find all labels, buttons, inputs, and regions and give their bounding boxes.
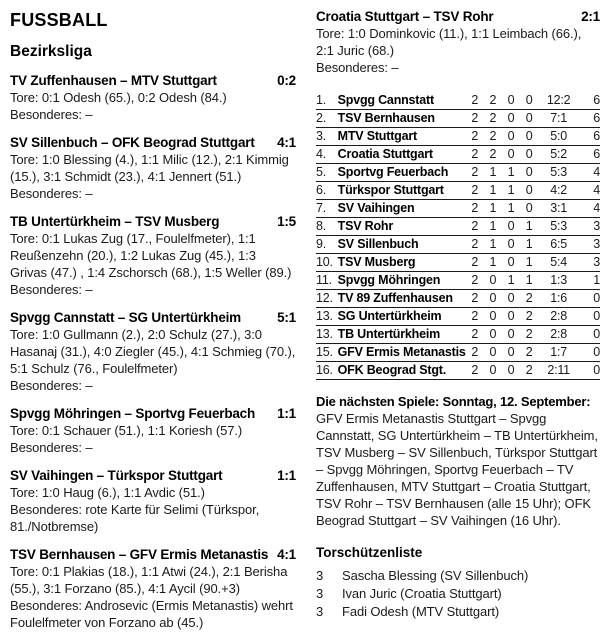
lost-cell: 2 xyxy=(520,308,538,326)
points-cell: 0 xyxy=(579,308,600,326)
rank-cell: 5. xyxy=(316,164,338,182)
match-header xyxy=(10,405,296,422)
match-report xyxy=(10,72,296,123)
match-notes: Besonderes: – xyxy=(10,282,93,297)
rank-cell: 1. xyxy=(316,92,338,110)
match-report xyxy=(10,213,296,298)
drawn-cell: 0 xyxy=(502,236,520,254)
section-title: FUSSBALL xyxy=(10,10,108,30)
points-cell: 0 xyxy=(579,290,600,308)
played-cell: 2 xyxy=(466,308,484,326)
lost-cell: 1 xyxy=(520,254,538,272)
goals-cell: 5:3 xyxy=(538,164,579,182)
lost-cell: 2 xyxy=(520,362,538,380)
match-teams: Croatia Stuttgart – TSV Rohr xyxy=(316,9,494,24)
played-cell: 2 xyxy=(466,146,484,164)
points-cell: 1 xyxy=(579,272,600,290)
match-notes: Besonderes: – xyxy=(10,107,93,122)
lost-cell: 0 xyxy=(520,182,538,200)
table-row xyxy=(316,344,600,362)
match-score: 4:1 xyxy=(277,547,296,562)
lost-cell: 0 xyxy=(520,146,538,164)
match-teams: SV Sillenbuch – OFK Beograd Stuttgart xyxy=(10,135,255,150)
match-header xyxy=(10,72,296,89)
scorer-row xyxy=(316,567,600,585)
match-report xyxy=(10,309,296,394)
points-cell: 6 xyxy=(579,92,600,110)
won-cell: 2 xyxy=(484,110,502,128)
table-row xyxy=(316,200,600,218)
lost-cell: 0 xyxy=(520,128,538,146)
match-notes: Besonderes: – xyxy=(10,378,93,393)
match-teams: Spvgg Cannstatt – SG Untertürkheim xyxy=(10,310,241,325)
rank-cell: 13. xyxy=(316,326,338,344)
lost-cell: 2 xyxy=(520,326,538,344)
match-report xyxy=(10,467,296,535)
team-cell: GFV Ermis Metanastis xyxy=(338,344,466,362)
rank-cell: 2. xyxy=(316,110,338,128)
lost-cell: 0 xyxy=(520,110,538,128)
points-cell: 0 xyxy=(579,362,600,380)
scorer-row xyxy=(316,585,600,603)
drawn-cell: 1 xyxy=(502,182,520,200)
match-score: 4:1 xyxy=(277,135,296,150)
match-notes: Besonderes: – xyxy=(316,60,399,75)
lost-cell: 0 xyxy=(520,200,538,218)
rank-cell: 16. xyxy=(316,362,338,380)
team-cell: Türkspor Stuttgart xyxy=(338,182,466,200)
won-cell: 1 xyxy=(484,182,502,200)
played-cell: 2 xyxy=(466,344,484,362)
rank-cell: 15. xyxy=(316,344,338,362)
match-goals: Tore: 0:1 Plakias (18.), 1:1 Atwi (24.), 2:1 Berisha (55.), 3:1 Forzano (85.), 4:1 Aycil (90.+3) xyxy=(10,564,288,596)
won-cell: 1 xyxy=(484,164,502,182)
match-teams: TV Zuffenhausen – MTV Stuttgart xyxy=(10,73,217,88)
match-goals: Tore: 1:0 Gullmann (2.), 2:0 Schulz (27.), 3:0 Hasanaj (31.), 4:0 Ziegler (45.), 4:1 Schmieg (70.), 5:1 Schulz (76., Foulelfmeter) xyxy=(10,327,296,376)
match-notes: Besonderes: Androsevic (Ermis Metanastis) wehrt Foulelfmeter von Forzano ab (45.) xyxy=(10,598,293,630)
played-cell: 2 xyxy=(466,164,484,182)
won-cell: 1 xyxy=(484,218,502,236)
match-header xyxy=(10,467,296,484)
rank-cell: 9. xyxy=(316,236,338,254)
team-cell: Spvgg Möhringen xyxy=(338,272,466,290)
match-teams: Spvgg Möhringen – Sportvg Feuerbach xyxy=(10,406,256,421)
table-row xyxy=(316,290,600,308)
won-cell: 0 xyxy=(484,344,502,362)
rank-cell: 3. xyxy=(316,128,338,146)
league-title: Bezirksliga xyxy=(10,43,92,60)
goals-cell: 2:8 xyxy=(538,326,579,344)
scorer-row xyxy=(316,603,600,621)
goals-cell: 1:3 xyxy=(538,272,579,290)
drawn-cell: 0 xyxy=(502,362,520,380)
goals-cell: 5:2 xyxy=(538,146,579,164)
points-cell: 0 xyxy=(579,344,600,362)
table-row xyxy=(316,182,600,200)
table-row xyxy=(316,362,600,380)
points-cell: 3 xyxy=(579,236,600,254)
goals-cell: 5:4 xyxy=(538,254,579,272)
match-score: 2:1 xyxy=(581,9,600,24)
rank-cell: 11. xyxy=(316,272,338,290)
scorer-name: Ivan Juric (Croatia Stuttgart) xyxy=(342,586,502,601)
played-cell: 2 xyxy=(466,326,484,344)
match-header xyxy=(10,546,296,563)
team-cell: TB Untertürkheim xyxy=(338,326,466,344)
team-cell: TV 89 Zuffenhausen xyxy=(338,290,466,308)
table-row xyxy=(316,272,600,290)
lost-cell: 0 xyxy=(520,92,538,110)
table-row xyxy=(316,110,600,128)
won-cell: 1 xyxy=(484,254,502,272)
points-cell: 4 xyxy=(579,182,600,200)
goals-cell: 2:11 xyxy=(538,362,579,380)
played-cell: 2 xyxy=(466,362,484,380)
next-games-text: GFV Ermis Metanastis Stuttgart – Spvgg Cannstatt, SG Untertürkheim – TB Untertürkheim, TSV Musberg – SV Sillenbuch, Türkspor Stuttgart – Spvgg Möhringen, Sportvg Feuerbach – TV Zuffenhausen, MTV Stuttgart – Croatia Stuttgart, TSV Rohr – TSV Bernhausen (alle 15 Uhr); OFK Beograd Stuttgart – SV Vaihingen (16 Uhr). xyxy=(316,411,598,528)
match-score: 1:1 xyxy=(277,406,296,421)
lost-cell: 2 xyxy=(520,344,538,362)
match-score: 0:2 xyxy=(277,73,296,88)
drawn-cell: 0 xyxy=(502,128,520,146)
rank-cell: 12. xyxy=(316,290,338,308)
rank-cell: 7. xyxy=(316,200,338,218)
drawn-cell: 0 xyxy=(502,110,520,128)
lost-cell: 0 xyxy=(520,164,538,182)
rank-cell: 8. xyxy=(316,218,338,236)
match-score: 1:1 xyxy=(277,468,296,483)
match-goals: Tore: 1:0 Haug (6.), 1:1 Avdic (51.) xyxy=(10,485,205,500)
points-cell: 3 xyxy=(579,254,600,272)
points-cell: 4 xyxy=(579,164,600,182)
goals-cell: 5:0 xyxy=(538,128,579,146)
match-report xyxy=(10,405,296,456)
drawn-cell: 0 xyxy=(502,146,520,164)
table-row xyxy=(316,146,600,164)
rank-cell: 6. xyxy=(316,182,338,200)
lost-cell: 1 xyxy=(520,236,538,254)
rank-cell: 13. xyxy=(316,308,338,326)
played-cell: 2 xyxy=(466,218,484,236)
match-teams: SV Vaihingen – Türkspor Stuttgart xyxy=(10,468,223,483)
goals-cell: 6:5 xyxy=(538,236,579,254)
top-scorers-heading: Torschützenliste xyxy=(316,545,423,560)
played-cell: 2 xyxy=(466,254,484,272)
match-notes: Besonderes: rote Karte für Selimi (Türkspor, 81./Notbremse) xyxy=(10,502,260,534)
team-cell: Spvgg Cannstatt xyxy=(338,92,466,110)
match-header xyxy=(10,134,296,151)
match-notes: Besonderes: – xyxy=(10,186,93,201)
match-header xyxy=(316,8,600,25)
table-row xyxy=(316,92,600,110)
table-row xyxy=(316,218,600,236)
match-report xyxy=(10,546,296,631)
points-cell: 3 xyxy=(579,218,600,236)
drawn-cell: 0 xyxy=(502,254,520,272)
match-goals: Tore: 0:1 Lukas Zug (17., Foulelfmeter), 1:1 Reußenzehn (20.), 1:2 Lukas Zug (45.), 1:3 Grivas (47.) , 1:4 Zschorsch (68.), 1:5 Weller (89.) xyxy=(10,231,292,280)
points-cell: 6 xyxy=(579,146,600,164)
table-row xyxy=(316,164,600,182)
won-cell: 0 xyxy=(484,326,502,344)
drawn-cell: 0 xyxy=(502,344,520,362)
points-cell: 0 xyxy=(579,326,600,344)
goals-cell: 5:3 xyxy=(538,218,579,236)
table-row xyxy=(316,254,600,272)
scorer-goals: 3 xyxy=(316,586,324,601)
team-cell: MTV Stuttgart xyxy=(338,128,466,146)
scorer-goals: 3 xyxy=(316,568,324,583)
match-report xyxy=(10,134,296,202)
lost-cell: 1 xyxy=(520,218,538,236)
left-column xyxy=(10,8,296,642)
won-cell: 0 xyxy=(484,290,502,308)
rank-cell: 4. xyxy=(316,146,338,164)
league-standings-table xyxy=(316,92,600,380)
points-cell: 6 xyxy=(579,128,600,146)
team-cell: TSV Rohr xyxy=(338,218,466,236)
played-cell: 2 xyxy=(466,236,484,254)
scorer-name: Sascha Blessing (SV Sillenbuch) xyxy=(342,568,529,583)
won-cell: 1 xyxy=(484,236,502,254)
rank-cell: 10. xyxy=(316,254,338,272)
match-score: 5:1 xyxy=(277,310,296,325)
goals-cell: 3:1 xyxy=(538,200,579,218)
scorer-name: Fadi Odesh (MTV Stuttgart) xyxy=(342,604,500,619)
drawn-cell: 0 xyxy=(502,92,520,110)
next-games-heading: Die nächsten Spiele: Sonntag, 12. September: xyxy=(316,394,591,409)
table-row xyxy=(316,128,600,146)
table-row xyxy=(316,308,600,326)
team-cell: SG Untertürkheim xyxy=(338,308,466,326)
match-goals: Tore: 0:1 Odesh (65.), 0:2 Odesh (84.) xyxy=(10,90,227,105)
match-goals: Tore: 1:0 Blessing (4.), 1:1 Milic (12.), 2:1 Kimmig (15.), 3:1 Schmidt (23.), 4:1 Jennert (51.) xyxy=(10,152,289,184)
lost-cell: 1 xyxy=(520,272,538,290)
match-score: 1:5 xyxy=(277,214,296,229)
played-cell: 2 xyxy=(466,128,484,146)
won-cell: 0 xyxy=(484,308,502,326)
won-cell: 0 xyxy=(484,272,502,290)
goals-cell: 12:2 xyxy=(538,92,579,110)
match-goals: Tore: 1:0 Dominkovic (11.), 1:1 Leimbach (66.), 2:1 Juric (68.) xyxy=(316,26,582,58)
match-teams: TB Untertürkheim – TSV Musberg xyxy=(10,214,220,229)
goals-cell: 2:8 xyxy=(538,308,579,326)
won-cell: 0 xyxy=(484,362,502,380)
won-cell: 2 xyxy=(484,92,502,110)
scorer-goals: 3 xyxy=(316,604,324,619)
played-cell: 2 xyxy=(466,110,484,128)
won-cell: 2 xyxy=(484,146,502,164)
team-cell: SV Sillenbuch xyxy=(338,236,466,254)
right-column xyxy=(316,8,600,642)
played-cell: 2 xyxy=(466,182,484,200)
match-teams: TSV Bernhausen – GFV Ermis Metanastis xyxy=(10,547,269,562)
won-cell: 2 xyxy=(484,128,502,146)
team-cell: TSV Musberg xyxy=(338,254,466,272)
drawn-cell: 0 xyxy=(502,326,520,344)
match-header xyxy=(10,309,296,326)
drawn-cell: 0 xyxy=(502,290,520,308)
team-cell: OFK Beograd Stgt. xyxy=(338,362,466,380)
drawn-cell: 0 xyxy=(502,218,520,236)
match-report xyxy=(316,8,600,76)
team-cell: Sportvg Feuerbach xyxy=(338,164,466,182)
team-cell: Croatia Stuttgart xyxy=(338,146,466,164)
points-cell: 6 xyxy=(579,110,600,128)
goals-cell: 1:7 xyxy=(538,344,579,362)
points-cell: 4 xyxy=(579,200,600,218)
goals-cell: 1:6 xyxy=(538,290,579,308)
won-cell: 1 xyxy=(484,200,502,218)
next-games-section xyxy=(316,393,600,529)
team-cell: SV Vaihingen xyxy=(338,200,466,218)
match-notes: Besonderes: – xyxy=(10,440,93,455)
drawn-cell: 1 xyxy=(502,272,520,290)
goals-cell: 7:1 xyxy=(538,110,579,128)
played-cell: 2 xyxy=(466,200,484,218)
match-header xyxy=(10,213,296,230)
match-goals: Tore: 0:1 Schauer (51.), 1:1 Koriesh (57.) xyxy=(10,423,243,438)
drawn-cell: 1 xyxy=(502,164,520,182)
table-row xyxy=(316,236,600,254)
played-cell: 2 xyxy=(466,272,484,290)
drawn-cell: 0 xyxy=(502,308,520,326)
played-cell: 2 xyxy=(466,92,484,110)
table-row xyxy=(316,326,600,344)
team-cell: TSV Bernhausen xyxy=(338,110,466,128)
lost-cell: 2 xyxy=(520,290,538,308)
goals-cell: 4:2 xyxy=(538,182,579,200)
top-scorers-section xyxy=(316,544,600,621)
drawn-cell: 1 xyxy=(502,200,520,218)
played-cell: 2 xyxy=(466,290,484,308)
